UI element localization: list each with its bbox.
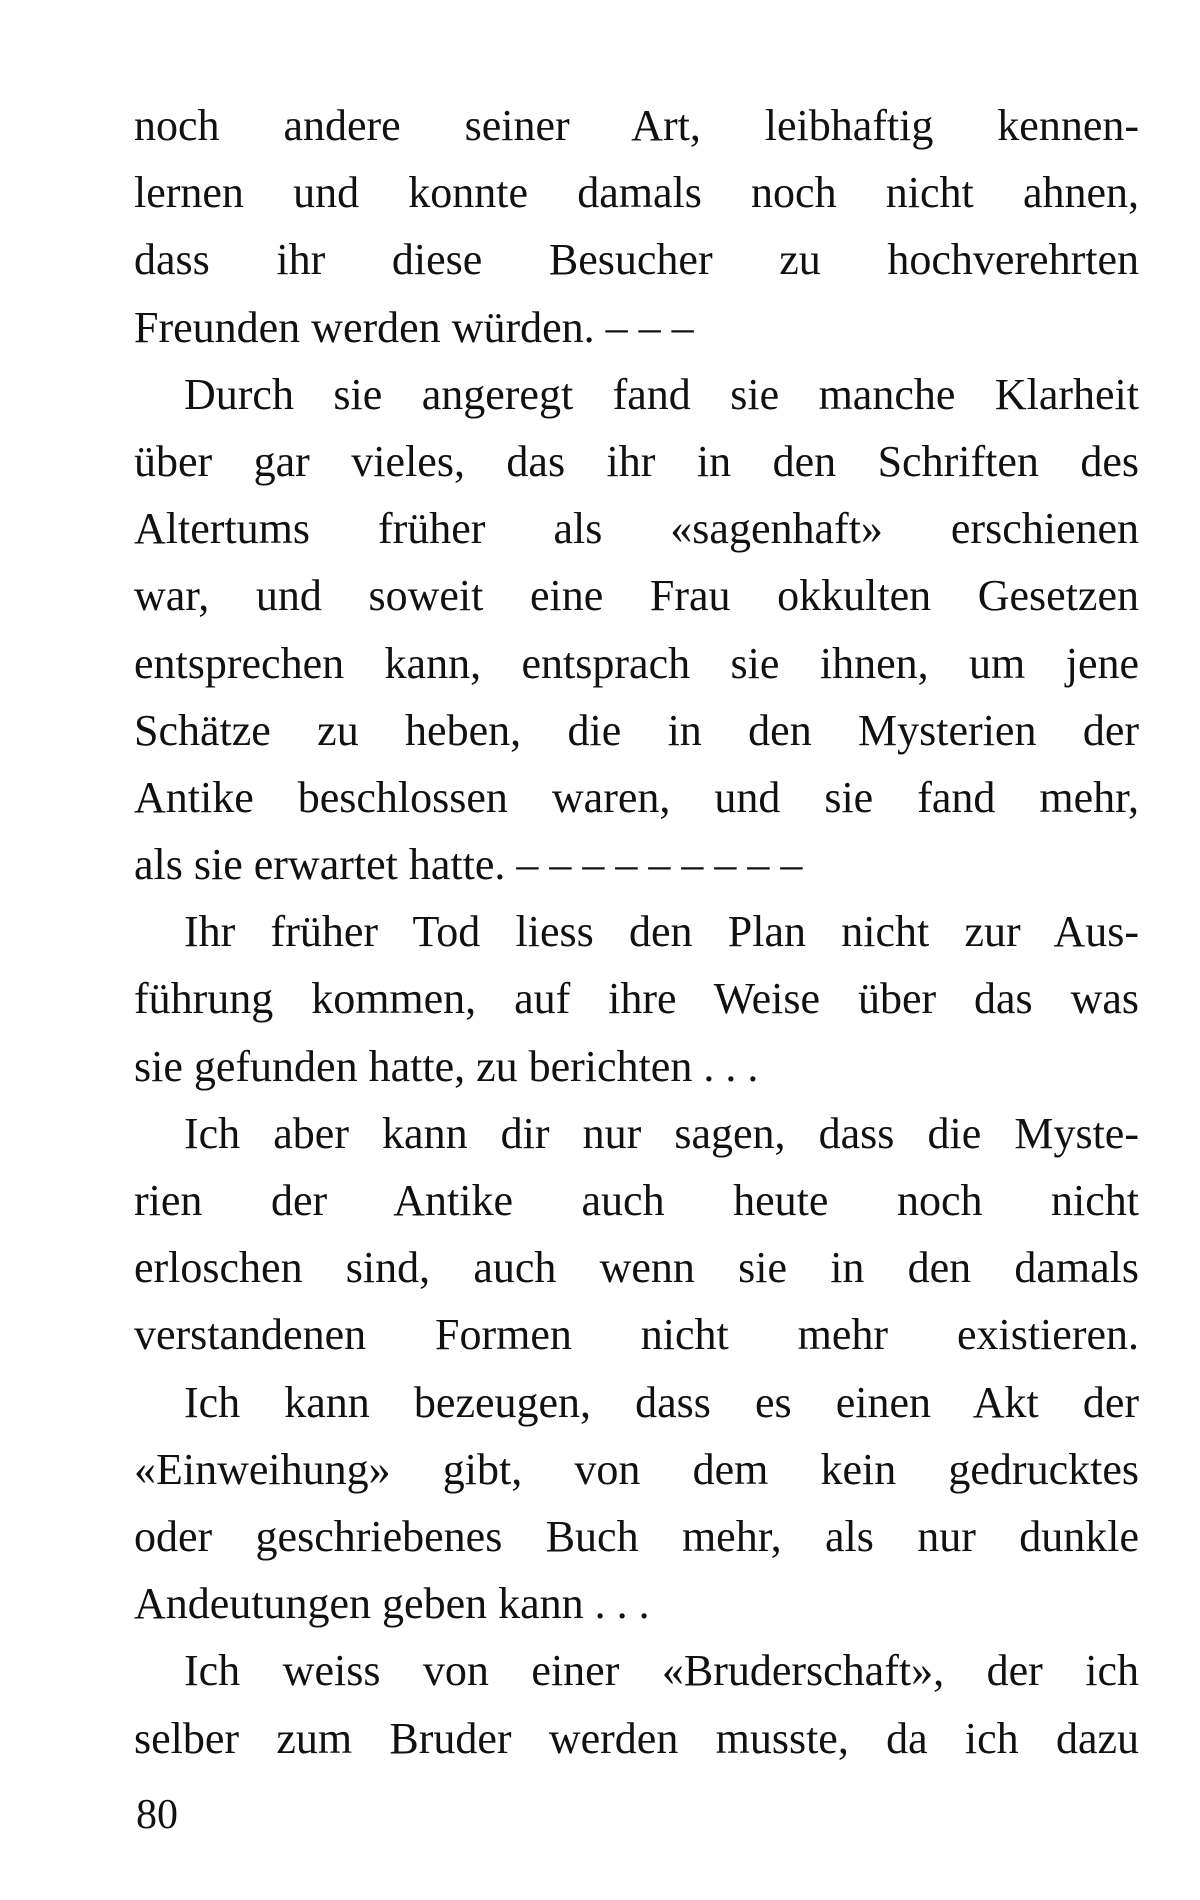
text-line: Durch sie angeregt fand sie manche Klarheit (184, 369, 1139, 419)
page-number: 80 (136, 1792, 178, 1838)
text-line: war, und soweit eine Frau okkulten Gesetzen (134, 571, 1139, 621)
text-line: Ihr früher Tod liess den Plan nicht zur Aus- (184, 907, 1139, 957)
text-line: noch andere seiner Art, leibhaftig kennen- (134, 101, 1139, 150)
text-line: «Einweihung» gibt, von dem kein gedrucktes (134, 1444, 1139, 1494)
text-line: Freunden werden würden. – – – (134, 302, 694, 352)
text-line: entsprechen kann, entsprach sie ihnen, um jene (134, 638, 1139, 688)
text-line: Schätze zu heben, die in den Mysterien der (134, 705, 1139, 755)
text-line: selber zum Bruder werden musste, da ich dazu (134, 1713, 1139, 1763)
text-line: Ich aber kann dir nur sagen, dass die Myste- (184, 1108, 1139, 1158)
text-line: dass ihr diese Besucher zu hochverehrten (134, 235, 1139, 285)
text-line: sie gefunden hatte, zu berichten . . . (134, 1041, 759, 1091)
text-line: verstandenen Formen nicht mehr existieren. (134, 1310, 1139, 1360)
text-line: rien der Antike auch heute noch nicht (134, 1176, 1139, 1225)
text-line: Ich kann bezeugen, dass es einen Akt der (184, 1377, 1139, 1427)
text-line: erloschen sind, auch wenn sie in den damals (134, 1243, 1139, 1293)
text-line: als sie erwartet hatte. – – – – – – – – – (134, 840, 803, 890)
text-line: führung kommen, auf ihre Weise über das was (134, 974, 1139, 1024)
body-text (134, 92, 1139, 1772)
text-line: oder geschriebenes Buch mehr, als nur dunkle (134, 1511, 1139, 1561)
text-line: Altertums früher als «sagenhaft» erschienen (134, 504, 1139, 554)
text-line: lernen und konnte damals noch nicht ahnen, (134, 168, 1139, 218)
text-line: Andeutungen geben kann . . . (134, 1579, 650, 1629)
text-line: Antike beschlossen waren, und sie fand mehr, (134, 772, 1139, 822)
text-line: über gar vieles, das ihr in den Schriften des (134, 436, 1139, 486)
text-line: Ich weiss von einer «Bruderschaft», der ich (184, 1646, 1139, 1696)
